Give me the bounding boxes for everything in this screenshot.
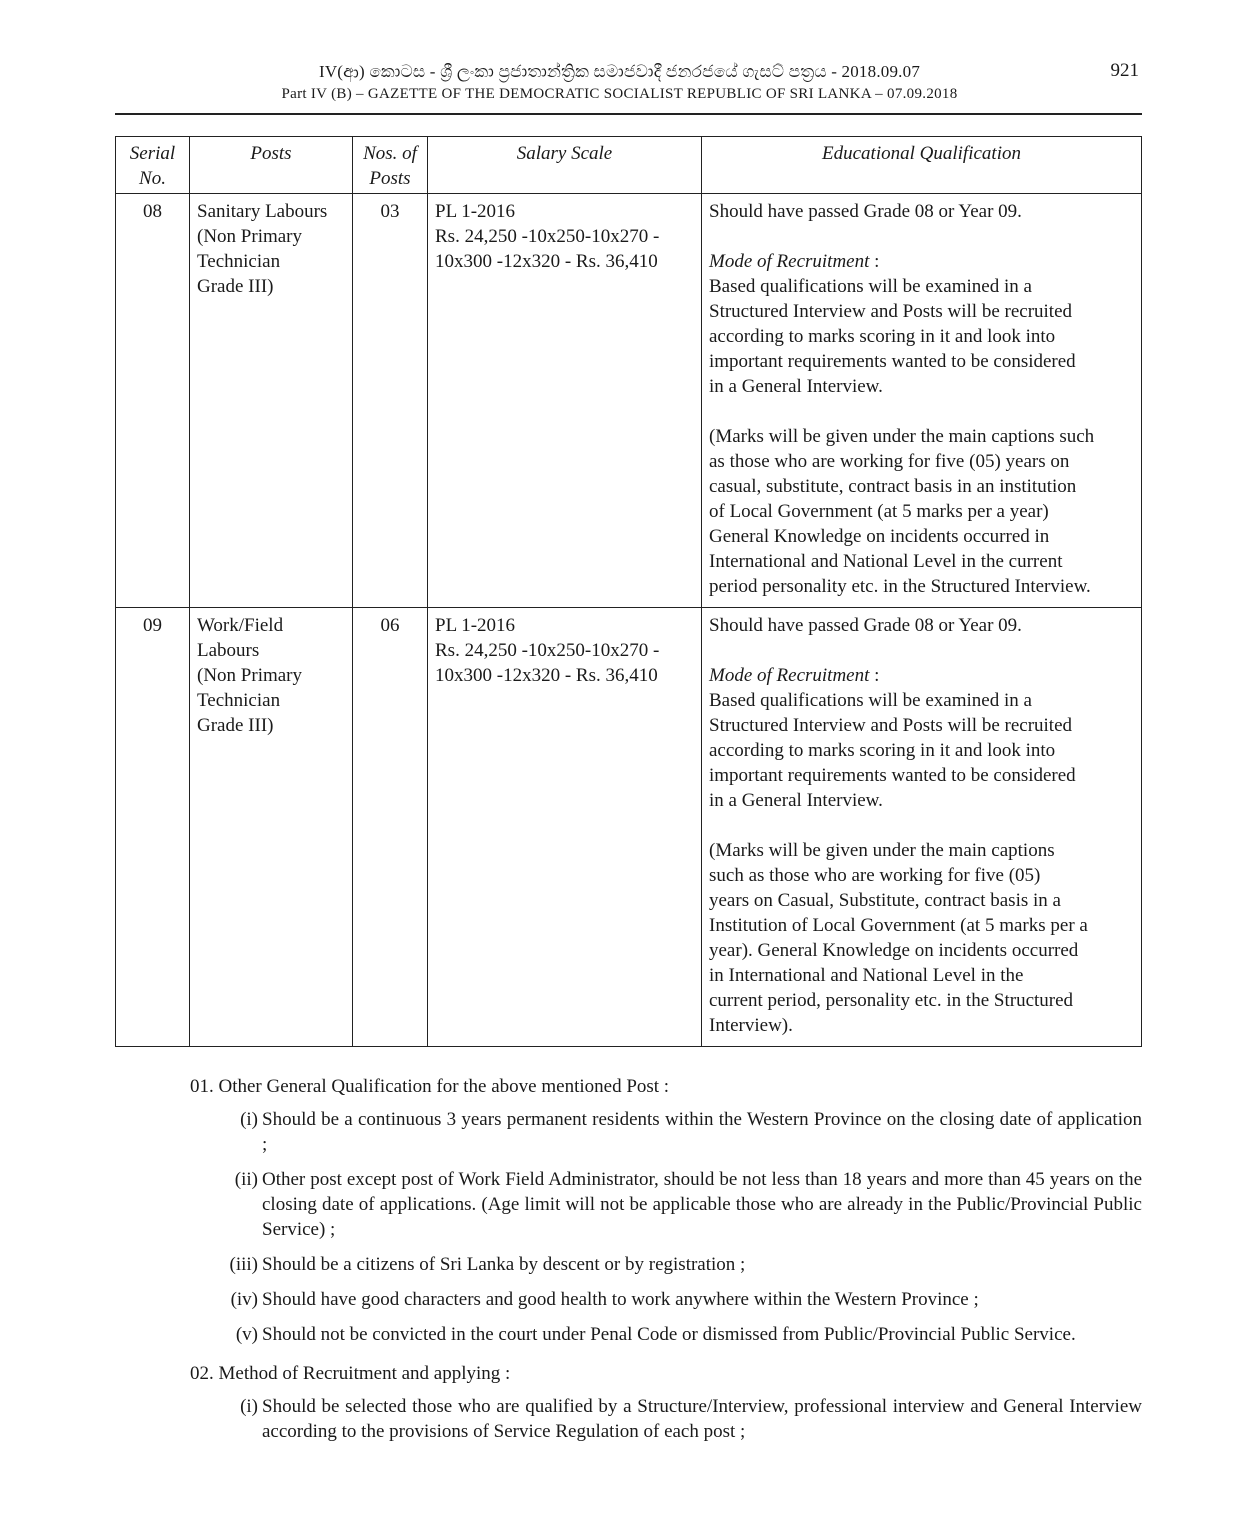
section-title: 02. Method of Recruitment and applying : [190, 1363, 511, 1384]
page-number: 921 [1110, 60, 1139, 81]
mode-of-recruitment-heading [709, 663, 1134, 688]
salary-cell [428, 608, 702, 1047]
mode-line: in a General Interview. [709, 790, 883, 811]
marks-line: Interview). [709, 1015, 793, 1036]
item-text: Should be selected those who are qualified by a Structure/Interview, professional interview and General Interview according to the provisions of Service Regulation of each post ; [262, 1396, 1142, 1442]
mode-line: Structured Interview and Posts will be recruited [709, 715, 1073, 736]
header-educational-qualification: Educational Qualification [702, 137, 1142, 194]
item-text: Should not be convicted in the court under Penal Code or dismissed from Public/Provincial Public Service. [262, 1324, 1076, 1345]
mode-line: according to marks scoring in it and look into [709, 740, 1056, 761]
header-rule [115, 113, 1142, 115]
header-sinhala-title: IV(ආ) කොටස - ශ්‍රී ලංකා ප්‍රජාතාන්ත්‍රික සමාජවාදී ජනරජයේ ගැසට් පත්‍රය - 2018.09.07 [318, 62, 921, 81]
marks-line: Institution of Local Government (at 5 marks per a [709, 915, 1088, 936]
count-cell: 03 [353, 194, 428, 608]
notes-section [115, 1074, 1142, 1454]
marks-line: International and National Level in the current [709, 551, 1063, 572]
item-number: (v) [235, 1324, 258, 1345]
table-row [116, 194, 1142, 608]
item-number: (ii) [234, 1169, 258, 1190]
mode-line: important requirements wanted to be considered [709, 351, 1076, 372]
marks-line: casual, substitute, contract basis in an institution [709, 476, 1077, 497]
page-header [0, 0, 1239, 120]
header-serial-line: No. [139, 168, 166, 189]
mode-line: Structured Interview and Posts will be recruited [709, 301, 1073, 322]
marks-line: current period, personality etc. in the Structured [709, 990, 1074, 1011]
marks-line: period personality etc. in the Structured Interview. [709, 576, 1091, 597]
marks-line: (Marks will be given under the main captions such [709, 426, 1095, 447]
qualification-cell [702, 194, 1142, 608]
serial-cell: 08 [116, 194, 190, 608]
list-item [115, 1107, 1142, 1157]
serial-cell: 09 [116, 608, 190, 1047]
post-line: Sanitary Labours [197, 201, 328, 222]
header-serial-line: Serial [129, 143, 176, 164]
salary-line: Rs. 24,250 -10x250-10x270 - [435, 226, 660, 247]
post-line: Grade III) [197, 715, 274, 736]
salary-line: 10x300 -12x320 - Rs. 36,410 [435, 665, 658, 686]
list-item [115, 1287, 1142, 1312]
list-item [115, 1394, 1142, 1444]
table-header-row [116, 137, 1142, 194]
post-line: Technician [197, 251, 281, 272]
mode-line: Based qualifications will be examined in a [709, 690, 1032, 711]
mode-label: Mode of Recruitment [709, 665, 870, 686]
marks-line: of Local Government (at 5 marks per a year) [709, 501, 1049, 522]
header-english-title: Part IV (B) – GAZETTE OF THE DEMOCRATIC SOCIALIST REPUBLIC OF SRI LANKA – 07.09.2018 [281, 86, 958, 102]
count-cell: 06 [353, 608, 428, 1047]
list-item [115, 1167, 1142, 1242]
item-text: Should have good characters and good health to work anywhere within the Western Province ; [262, 1289, 979, 1310]
salary-line: PL 1-2016 [435, 201, 516, 222]
marks-line: General Knowledge on incidents occurred in [709, 526, 1050, 547]
post-line: Work/Field [197, 615, 284, 636]
item-number: (i) [240, 1396, 258, 1417]
mode-line: important requirements wanted to be considered [709, 765, 1076, 786]
salary-line: Rs. 24,250 -10x250-10x270 - [435, 640, 660, 661]
post-line: Labours [197, 640, 260, 661]
mode-label: Mode of Recruitment [709, 251, 870, 272]
header-nos-line: Posts [369, 168, 411, 189]
post-line: (Non Primary [197, 665, 303, 686]
marks-line: year). General Knowledge on incidents occurred [709, 940, 1079, 961]
header-nos-of-posts [353, 137, 428, 194]
salary-line: 10x300 -12x320 - Rs. 36,410 [435, 251, 658, 272]
post-line: Grade III) [197, 276, 274, 297]
mode-of-recruitment-heading [709, 249, 1134, 274]
item-number: (iii) [229, 1254, 258, 1275]
marks-line: in International and National Level in the [709, 965, 1024, 986]
item-number: (i) [240, 1109, 258, 1130]
marks-line: such as those who are working for five (05) [709, 865, 1041, 886]
posts-table [115, 136, 1142, 1047]
qualification-text: Should have passed Grade 08 or Year 09. [709, 201, 1022, 222]
header-nos-line: Nos. of [363, 143, 417, 164]
qualification-cell [702, 608, 1142, 1047]
salary-cell [428, 194, 702, 608]
header-salary-scale: Salary Scale [428, 137, 702, 194]
header-posts: Posts [190, 137, 353, 194]
qualification-text: Should have passed Grade 08 or Year 09. [709, 615, 1022, 636]
marks-line: as those who are working for five (05) years on [709, 451, 1070, 472]
mode-line: according to marks scoring in it and look into [709, 326, 1056, 347]
mode-colon: : [869, 665, 880, 686]
salary-line: PL 1-2016 [435, 615, 516, 636]
marks-line: (Marks will be given under the main captions [709, 840, 1055, 861]
post-cell [190, 194, 353, 608]
item-text: Should be a continuous 3 years permanent residents within the Western Province on the closing date of application ; [262, 1109, 1142, 1155]
item-text: Other post except post of Work Field Administrator, should be not less than 18 years and more than 45 years on the closing date of applications. (Age limit will not be applicable those who are already in the Public/Provincial Public Service) ; [262, 1169, 1142, 1240]
section-title: 01. Other General Qualification for the above mentioned Post : [190, 1076, 670, 1097]
table-row [116, 608, 1142, 1047]
header-serial [116, 137, 190, 194]
list-item [115, 1322, 1142, 1347]
mode-colon: : [869, 251, 880, 272]
item-text: Should be a citizens of Sri Lanka by descent or by registration ; [262, 1254, 746, 1275]
mode-line: in a General Interview. [709, 376, 883, 397]
mode-line: Based qualifications will be examined in a [709, 276, 1032, 297]
post-cell [190, 608, 353, 1047]
post-line: Technician [197, 690, 281, 711]
post-line: (Non Primary [197, 226, 303, 247]
marks-line: years on Casual, Substitute, contract basis in a [709, 890, 1061, 911]
item-number: (iv) [230, 1289, 258, 1310]
list-item [115, 1252, 1142, 1277]
